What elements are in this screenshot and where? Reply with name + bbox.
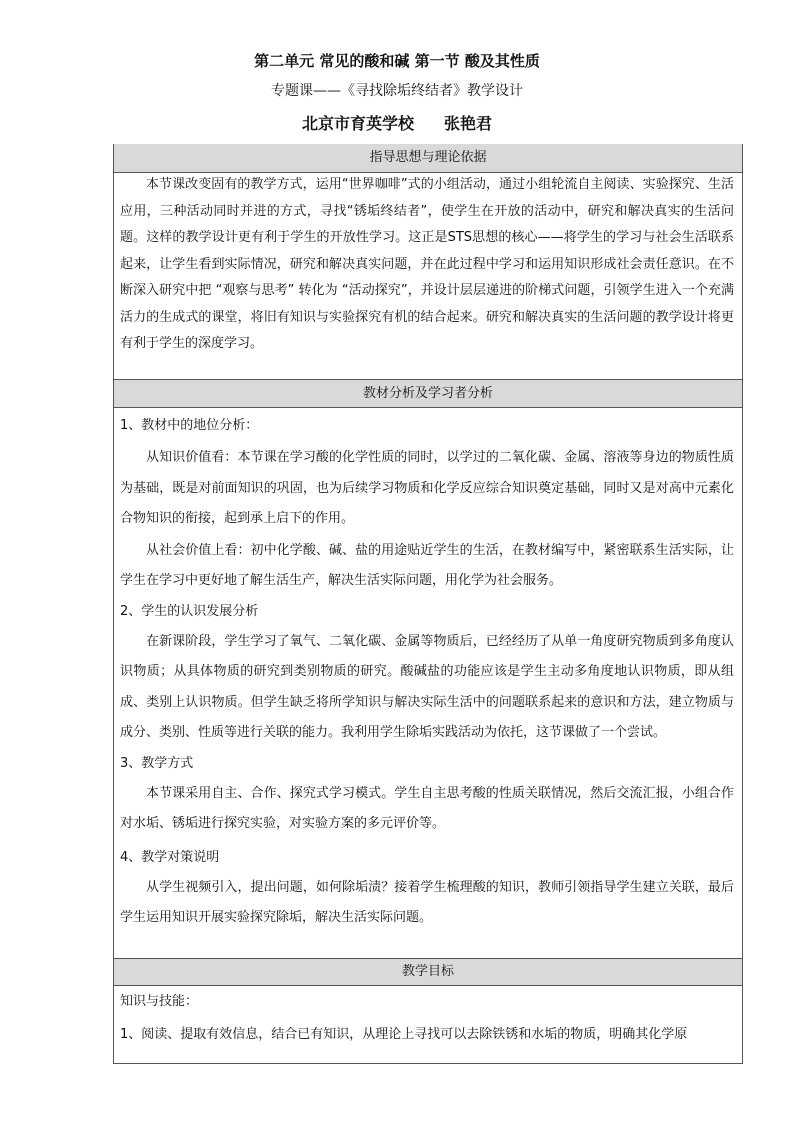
list-label: 1、教材中的地位分析： bbox=[120, 418, 259, 433]
list-label: 1、阅读、提取有效信息，结合已有知识，从理论上寻找可以去除铁锈和水垢的物质，明确其化学原 bbox=[120, 1027, 688, 1042]
paragraph: 本节课改变固有的教学方式，运用“世界咖啡”式的小组活动，通过小组轮流自主阅读、实验探究、生活应用，三种活动同时并进的方式，寻找“锈垢终结者”，使学生在开放的活动中，研究和解决真实的生活问题。这样的教学设计更有利于学生的开放性学习。这正是STS思想的核心——将学生的学习与社会生活联系起来，让学生看到实际情况，研究和解决真实问题，并在此过程中学习和运用知识形成社会责任意识。在不断深入研究中把 “观察与思考” 转化为 “活动探究”，并设计层层递进的阶梯式问题，引领学生进入一个充满活力的生成式的课堂，将旧有知识与实验探究有机的结合起来。研究和解决真实的生活问题的教学设计将更有利于学生的深度学习。 bbox=[120, 177, 734, 351]
section-body-analysis bbox=[120, 410, 734, 934]
lesson-plan-table bbox=[113, 144, 743, 1064]
section-header-objectives: 教学目标 bbox=[114, 958, 742, 986]
list-label: 知识与技能： bbox=[120, 994, 199, 1009]
school-name: 北京市育英学校 bbox=[301, 114, 414, 133]
document-title: 第二单元 常见的酸和碱 第一节 酸及其性质 bbox=[254, 52, 540, 70]
section-body-guiding bbox=[120, 172, 734, 358]
section-header-guiding: 指导思想与理论依据 bbox=[114, 144, 742, 173]
paragraph: 本节课采用自主、合作、探究式学习模式。学生自主思考酸的性质关联情况，然后交流汇报，小组合作对水垢、锈垢进行探究实验，对实验方案的多元评价等。 bbox=[120, 785, 734, 831]
paragraph: 在新课阶段，学生学习了氧气、二氧化碳、金属等物质后，已经经历了从单一角度研究物质到多角度认识物质；从具体物质的研究到类别物质的研究。酸碱盐的功能应该是学生主动多角度地认识物质，即从组成、类别上认识物质。但学生缺乏将所学知识与解决实际生活中的问题联系起来的意识和方法，建立物质与成分、类别、性质等进行关联的能力。我利用学生除垢实践活动为依托，这节课做了一个尝试。 bbox=[120, 633, 734, 740]
paragraph: 从知识价值看：本节课在学习酸的化学性质的同时，以学过的二氧化碳、金属、溶液等身边的物质性质为基础，既是对前面知识的巩固，也为后续学习物质和化学反应综合知识奠定基础，同时又是对高中元素化合物知识的衔接，起到承上启下的作用。 bbox=[120, 450, 734, 526]
section-body-objectives bbox=[120, 989, 734, 1048]
list-label: 4、教学对策说明 bbox=[120, 849, 220, 865]
paragraph: 从社会价值上看：初中化学酸、碱、盐的用途贴近学生的生活，在教材编写中，紧密联系生活实际，让学生在学习中更好地了解生活生产，解决生活实际问题，用化学为社会服务。 bbox=[120, 542, 734, 588]
document-subtitle: 专题课——《寻找除垢终结者》教学设计 bbox=[271, 83, 523, 99]
paragraph: 从学生视频引入，提出问题，如何除垢渍？接着学生梳理酸的知识，教师引领指导学生建立关联，最后学生运用知识开展实验探究除垢，解决生活实际问题。 bbox=[120, 879, 734, 925]
list-label: 2、学生的认识发展分析 bbox=[120, 603, 259, 619]
author-name: 张艳君 bbox=[444, 114, 493, 133]
section-header-analysis: 教材分析及学习者分析 bbox=[114, 379, 742, 408]
list-label: 3、教学方式 bbox=[120, 755, 194, 771]
author-line bbox=[0, 111, 794, 134]
